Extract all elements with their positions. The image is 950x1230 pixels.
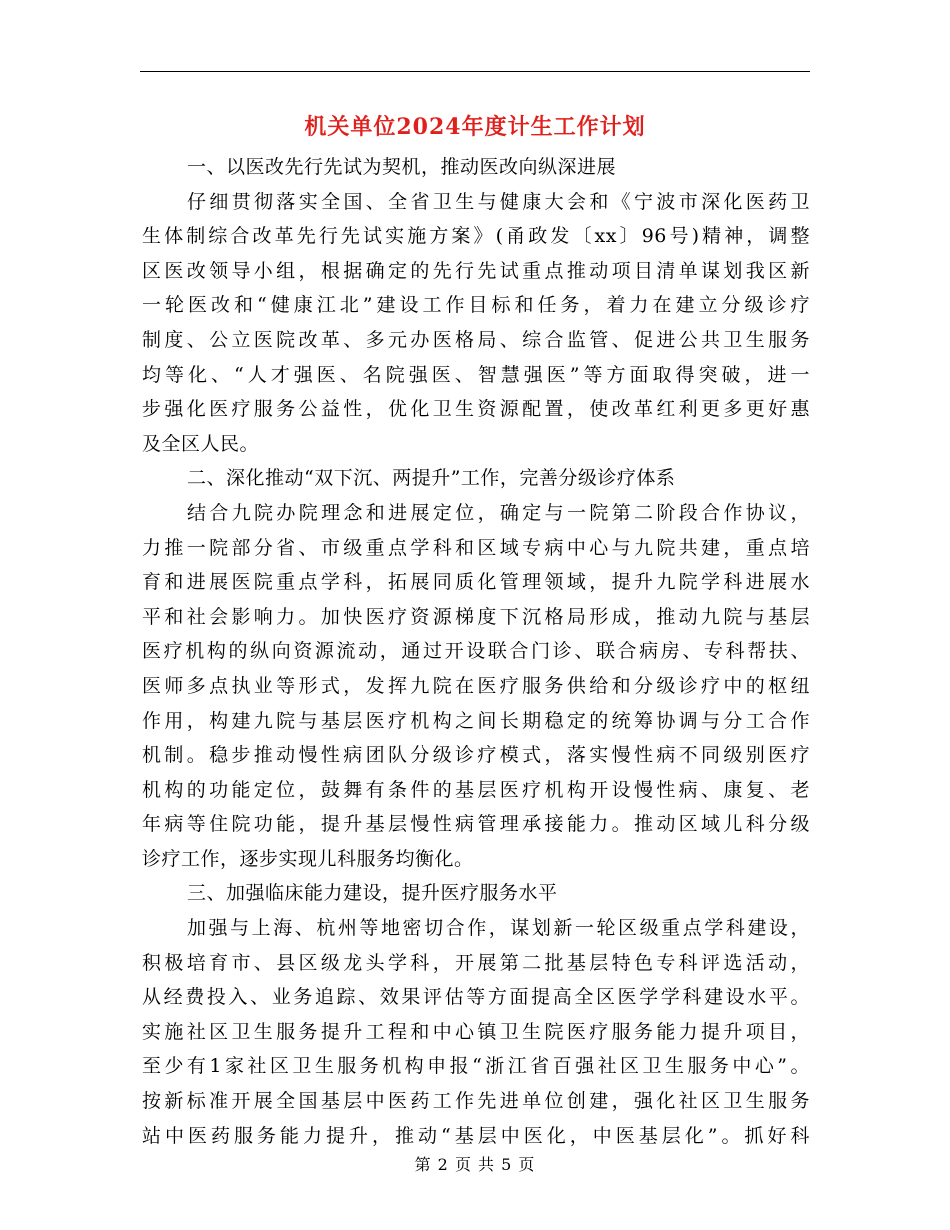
document-body: [142, 150, 810, 1153]
text-line: 按新标准开展全国基层中医药工作先进单位创建，强化社区卫生服务: [142, 1090, 810, 1113]
text-line: 年病等住院功能，提升基层慢性病管理承接能力。推动区域儿科分级: [142, 813, 810, 836]
text-line: 诊疗工作，逐步实现儿科服务均衡化。: [142, 847, 474, 870]
text-line: 三、加强临床能力建设，提升医疗服务水平: [187, 882, 558, 905]
document-title: 机关单位2024年度计生工作计划: [304, 114, 646, 140]
text-line: 机制。稳步推动慢性病团队分级诊疗模式，落实慢性病不同级别医疗: [142, 744, 810, 767]
page-number: 第 2 页 共 5 页: [414, 1155, 536, 1174]
text-line: 从经费投入、业务追踪、效果评估等方面提高全区医学学科建设水平。: [142, 986, 810, 1009]
text-line: 积极培育市、县区级龙头学科，开展第二批基层特色专科评选活动，: [142, 951, 810, 974]
text-line: 均等化、“人才强医、名院强医、智慧强医”等方面取得突破，进一: [142, 363, 810, 386]
text-line: 步强化医疗服务公益性，优化卫生资源配置，使改革红利更多更好惠: [142, 398, 810, 421]
text-line: 一、以医改先行先试为契机，推动医改向纵深进展: [187, 156, 617, 178]
text-line: 结合九院办院理念和进展定位，确定与一院第二阶段合作协议，: [187, 501, 810, 524]
text-line: 站中医药服务能力提升，推动“基层中医化，中医基层化”。抓好科: [142, 1124, 810, 1147]
text-line: 制度、公立医院改革、多元办医格局、综合监管、促进公共卫生服务: [142, 328, 810, 351]
text-line: 生体制综合改革先行先试实施方案》(甬政发〔xx〕96号)精神，调整: [142, 225, 810, 248]
text-line: 育和进展医院重点学科，拓展同质化管理领域，提升九院学科进展水: [142, 571, 810, 594]
text-line: 医疗机构的纵向资源流动，通过开设联合门诊、联合病房、专科帮扶、: [142, 640, 810, 663]
text-line: 至少有1家社区卫生服务机构申报“浙江省百强社区卫生服务中心”。: [142, 1055, 810, 1078]
text-line: 机构的功能定位，鼓舞有条件的基层医疗机构开设慢性病、康复、老: [142, 778, 810, 801]
text-line: 仔细贯彻落实全国、全省卫生与健康大会和《宁波市深化医药卫: [187, 190, 810, 213]
text-line: 平和社会影响力。加快医疗资源梯度下沉格局形成，推动九院与基层: [142, 605, 810, 628]
text-line: 一轮医改和“健康江北”建设工作目标和任务，着力在建立分级诊疗: [142, 294, 810, 317]
text-line: 二、深化推动“双下沉、两提升”工作，完善分级诊疗体系: [187, 467, 676, 490]
text-line: 作用，构建九院与基层医疗机构之间长期稳定的统筹协调与分工合作: [142, 709, 810, 732]
text-line: 加强与上海、杭州等地密切合作，谋划新一轮区级重点学科建设，: [187, 917, 810, 940]
text-line: 实施社区卫生服务提升工程和中心镇卫生院医疗服务能力提升项目，: [142, 1020, 810, 1043]
text-line: 力推一院部分省、市级重点学科和区域专病中心与九院共建，重点培: [142, 536, 810, 559]
text-line: 医师多点执业等形式，发挥九院在医疗服务供给和分级诊疗中的枢纽: [142, 674, 810, 697]
header-rule: [140, 71, 810, 72]
text-line: 及全区人民。: [142, 432, 260, 455]
text-line: 区医改领导小组，根据确定的先行先试重点推动项目清单谋划我区新: [142, 259, 810, 282]
